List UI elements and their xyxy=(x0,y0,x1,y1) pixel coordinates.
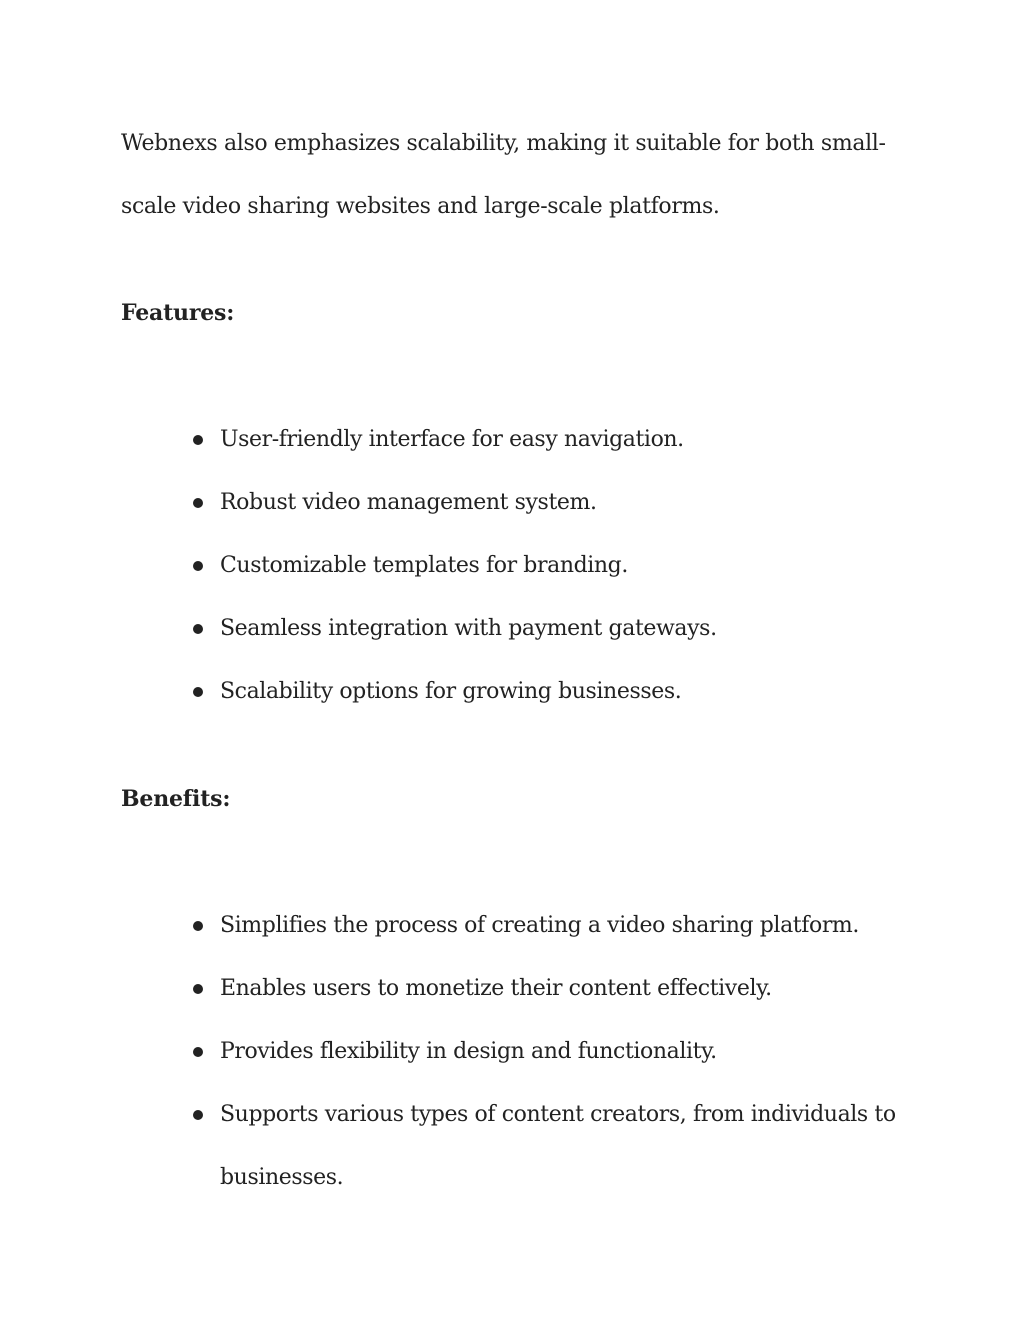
list-item-text: Robust video management system. xyxy=(220,490,597,515)
features-heading: Features: xyxy=(121,300,235,326)
bullet-icon xyxy=(193,435,203,445)
bullet-icon xyxy=(193,921,203,931)
bullet-icon xyxy=(193,498,203,508)
list-item-text: Seamless integration with payment gateways. xyxy=(220,616,717,641)
bullet-icon xyxy=(193,687,203,697)
list-item xyxy=(0,1083,900,1209)
list-item-text: Simplifies the process of creating a video sharing platform. xyxy=(220,913,859,938)
list-item xyxy=(0,957,900,1020)
bullet-icon xyxy=(193,984,203,994)
bullet-icon xyxy=(193,1110,203,1120)
list-item xyxy=(0,534,900,597)
benefits-list xyxy=(0,894,1000,1209)
list-item xyxy=(0,660,900,723)
benefits-heading: Benefits: xyxy=(121,786,231,812)
bullet-icon xyxy=(193,624,203,634)
list-item xyxy=(0,408,900,471)
list-item-text: Supports various types of content creators, from individuals to businesses. xyxy=(220,1102,896,1190)
list-item-text: Scalability options for growing businesses. xyxy=(220,679,682,704)
list-item-text: Customizable templates for branding. xyxy=(220,553,628,578)
list-item-text: Provides flexibility in design and functionality. xyxy=(220,1039,717,1064)
intro-paragraph: Webnexs also emphasizes scalability, making it suitable for both small-scale video sharing websites and large-scale platforms. xyxy=(121,131,886,219)
list-item xyxy=(0,471,900,534)
bullet-icon xyxy=(193,1047,203,1057)
list-item-text: User-friendly interface for easy navigation. xyxy=(220,427,684,452)
list-item xyxy=(0,894,900,957)
list-item xyxy=(0,597,900,660)
features-list xyxy=(0,408,1000,723)
list-item xyxy=(0,1020,900,1083)
bullet-icon xyxy=(193,561,203,571)
list-item-text: Enables users to monetize their content effectively. xyxy=(220,976,772,1001)
